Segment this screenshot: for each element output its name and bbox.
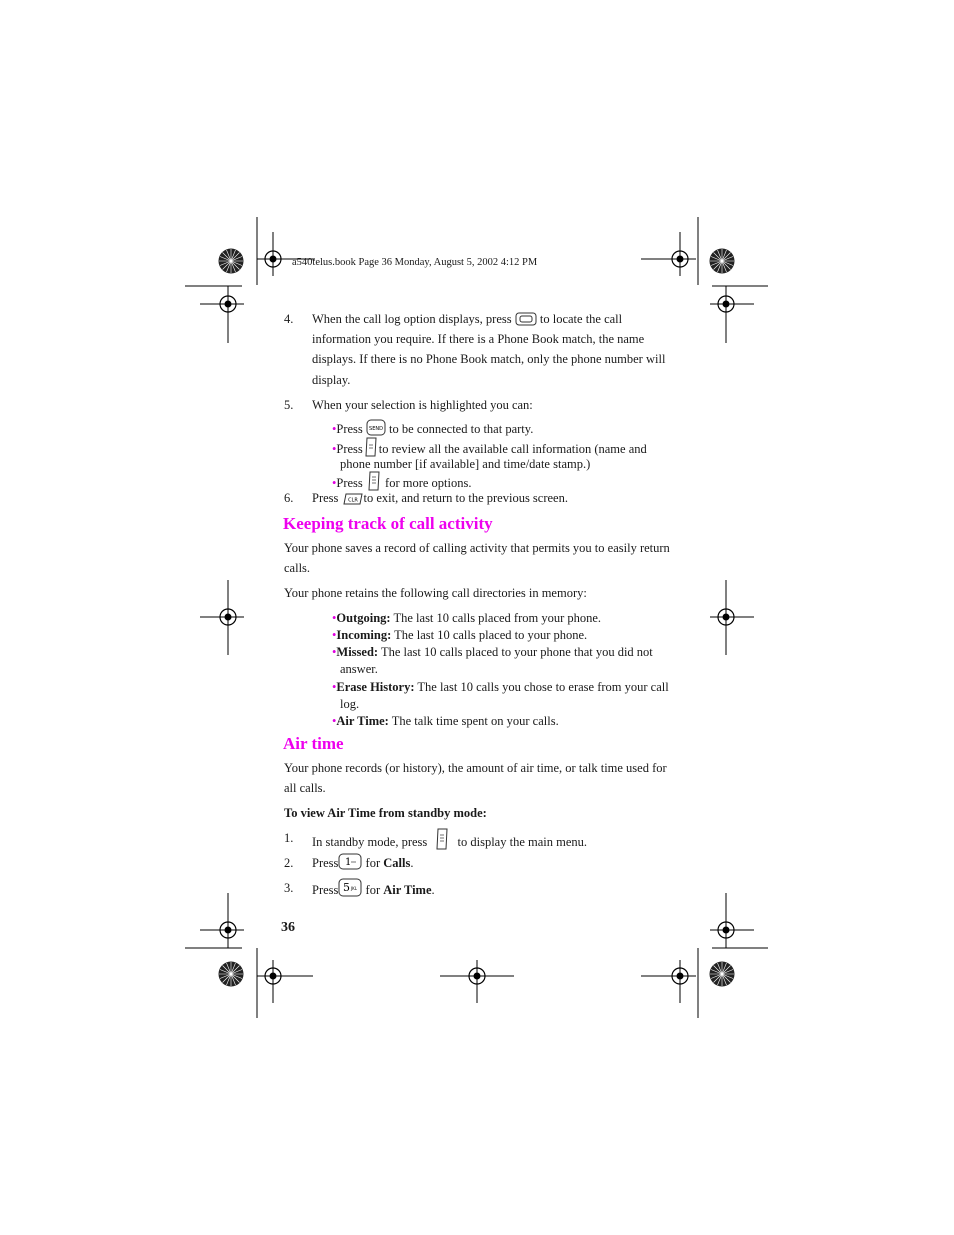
menu-key-icon [434, 828, 450, 856]
menu-name: Air Time [383, 883, 432, 897]
list-term: Incoming: [336, 628, 392, 642]
bullet: • [332, 422, 337, 436]
list-desc: The last 10 calls you chose to erase from your call [417, 680, 669, 694]
step-number: 3. [284, 881, 294, 895]
paragraph-line: calls. [284, 561, 311, 575]
menu-name: Calls [383, 856, 411, 870]
step-text-part: Press [312, 856, 339, 870]
step-text [312, 488, 568, 512]
print-header: a540telus.book Page 36 Monday, August 5, 2002 4:12 PM [292, 257, 538, 268]
key-1-label: 1 [345, 857, 352, 868]
bullet: • [332, 442, 337, 456]
list-term: Outgoing: [336, 611, 391, 625]
step-number: 5. [284, 398, 294, 412]
section-heading: Air time [283, 734, 344, 753]
step-text-part: for [365, 883, 381, 897]
option-desc: to review all the available call information (name and [378, 442, 647, 456]
bullet: • [332, 628, 337, 642]
bullet: • [332, 611, 337, 625]
option-label: Press [336, 422, 363, 436]
list-desc: The last 10 calls placed to your phone that you did not [380, 645, 653, 659]
key-1-icon [338, 853, 362, 877]
clr-key-icon [342, 492, 364, 512]
option-label: Press [336, 476, 363, 490]
star-mark-bottom-left [219, 962, 244, 987]
step-text-part: for [365, 856, 381, 870]
step-text-part: . [431, 883, 435, 897]
procedure-heading: To view Air Time from standby mode: [284, 806, 487, 820]
star-mark-top-right [710, 249, 735, 274]
page-number: 36 [281, 920, 295, 935]
step-text-part: to locate the call [539, 312, 623, 326]
step-text: When your selection is highlighted you can: [312, 398, 533, 412]
list-desc: The last 10 calls placed to your phone. [394, 628, 588, 642]
list-term: Erase History: [336, 680, 415, 694]
option-review-cont: phone number [if available] and time/date stamp.) [340, 457, 591, 471]
step-number: 6. [284, 491, 294, 505]
step-text-line: displays. If there is no Phone Book match, only the phone number will [312, 352, 666, 366]
bullet: • [332, 714, 337, 728]
paragraph-line: Your phone saves a record of calling activity that permits you to easily return [284, 541, 670, 555]
list-item [332, 711, 559, 731]
step-text-part: to display the main menu. [457, 835, 588, 849]
step-text-part: When the call log option displays, press [312, 312, 512, 326]
step-text-part: Press [312, 883, 339, 897]
star-mark-top-left [219, 249, 244, 274]
key-5-icon [338, 878, 362, 904]
star-mark-bottom-right [710, 962, 735, 987]
list-term: Air Time: [336, 714, 389, 728]
send-key-label: SEND [368, 426, 383, 432]
step-text-part: . [410, 856, 414, 870]
step-text-part: to exit, and return to the previous screen. [363, 491, 568, 505]
step-text-part: In standby mode, press [312, 835, 428, 849]
key-5-letters: JKL [351, 886, 358, 891]
bullet: • [332, 645, 337, 659]
list-term: Missed: [336, 645, 379, 659]
option-desc: for more options. [385, 476, 472, 490]
bullet: • [332, 476, 337, 490]
paragraph-line: Your phone records (or history), the amount of air time, or talk time used for [284, 761, 667, 775]
step-text-line: display. [312, 373, 351, 387]
step-text [312, 878, 435, 904]
list-desc: The talk time spent on your calls. [391, 714, 559, 728]
step-text-part: Press [312, 491, 339, 505]
section-heading: Keeping track of call activity [283, 514, 493, 533]
list-item-cont: answer. [340, 662, 378, 676]
step-text-line: information you require. If there is a Phone Book match, the name [312, 332, 645, 346]
clr-key-label: CLR [347, 497, 358, 504]
list-item [332, 642, 653, 662]
key-5-label: 5 [343, 881, 351, 894]
step-text [312, 853, 413, 877]
list-item-cont: log. [340, 697, 360, 711]
step-number: 2. [284, 856, 294, 870]
bullet: • [332, 680, 337, 694]
paragraph: Your phone retains the following call directories in memory: [284, 586, 587, 600]
option-desc: to be connected to that party. [389, 422, 534, 436]
list-item [332, 677, 669, 697]
step-number: 1. [284, 831, 294, 845]
paragraph-line: all calls. [284, 781, 326, 795]
step-number: 4. [284, 312, 294, 326]
step-text [312, 828, 587, 856]
list-desc: The last 10 calls placed from your phone. [393, 611, 602, 625]
option-label: Press [336, 442, 363, 456]
